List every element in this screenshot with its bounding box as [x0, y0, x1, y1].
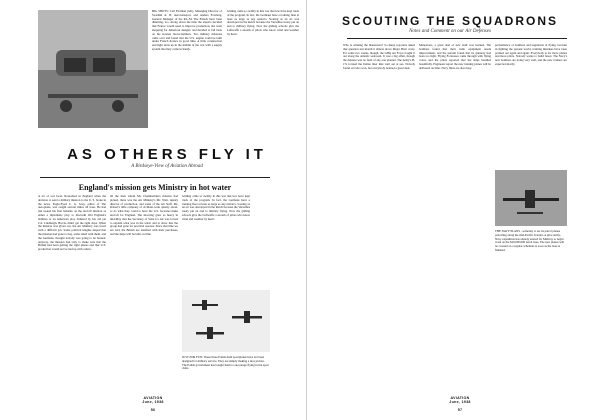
body-column-3: [182, 195, 250, 285]
section-divider: [347, 38, 567, 39]
article-subtitle: A Birdseye-View of Aviation Abroad: [131, 164, 203, 169]
body-text-3: Gliding came so swiftly in this war that few have kept track of the program. In fact, the Germans have a training fleet at least as large as any nation's. Soaring as an art was developed in the Reich because the Versailles treaty put an end to military flying. Now the gliding schools give the Luftwaffe a stream of pilots who know wind and weather by heart.: [182, 195, 250, 221]
right-body-column-1: [343, 44, 415, 394]
body-column-2: [110, 195, 178, 400]
body-text-2: Of the men whom Mr. Chamberlain's mission had picked, there was the Air Ministry's Mr. Weir, deputy director of production, and some of the Air Staff. Mr. Robert's little company of civilians went quietly about, to do what they could to have the U.S. factories make aircraft for England. The shooting grew so heavy in mid-May that the Secretary of State for Air was forced to explain what was in the wind, and to show that the group had gone for practical reasons. Since that time we are told, the British are satisfied with their purchases, and the ships will be built on time.: [110, 195, 178, 236]
left-footer-label: AVIATION June, 1938: [142, 396, 164, 404]
body-text-1: A lot of red faces blossomed in England when the decision to send a military mission to the U. S. broke in the news. Eagle-Eyed C. G. Grey, editor of The Aeroplane, was caught several miles off base. He had just issued his first remarks on the aircraft mission as either a diplomatic ploy to discredit Old England's abilities or an American ploy fathered by his old pal Col. Lindbergh. But he didn't get the right dope. When the mission was given out, the Air Ministry was faced with a difficult job. Some political knights sniped that the mission had gone to beg, some sided with them, and the Germans, thought nobody was going to be burned. Anyway, the mission had only to make sure that the British had been getting the right planes and that U.S. production would not be tied up with orders.: [38, 195, 106, 252]
sportplanes-illustration: [182, 290, 270, 352]
right-body-text-1: Who is winning the maneuvers? So many reporters asked that question last month it almost drove Major Brett crazy. For some two weeks, though, the GHQ Air Force fought it out along the Atlantic seaboard. It was a big affair, though the defense was no fault of any one planner. The Army's B-17s located the Italian liner Rex well out at sea. Nobody found out who won, but everybody learned a great deal.: [343, 44, 415, 70]
right-body-text-2: Maneuvers, a great deal of new stuff was learned. The bombers found that their radio equipment needs improvement, and the pursuit found that its gunnery had been too light. Flying Fortresses came through with flying colors and the pilots reported that the ships handled beautifully. Engineers report the new training planes will be delivered on time. Navy fliers are also busy.: [419, 44, 491, 70]
sportplanes-caption-text: JUST FOR FUN: These three Polish-built sportplanes have not been designed for military service. They are simply making a nice picture. The Polish government has bought them to encourage flying in the sport clubs.: [182, 356, 269, 371]
aircraft-photo-top-left: [38, 10, 148, 128]
article-title: AS OTHERS FLY IT: [67, 146, 267, 163]
section-title: SCOUTING THE SQUADRONS: [341, 14, 558, 28]
big-shots-text: BIG SHOTS: Carl Florman (left), Managing Director of Swedish A. B. Aerotransport, and Anders Forsberg, General Manager of the R.L.M. The French have been dithering, too. Along about the time the experts decided that France would need to improve production, she went shopping for American designs, and decided to fall back on the stoutest motor-builders. Two military missions came over and found that the U.S. engine could be built under French licence in good time. A little construction and light turns up in the middle of the war with a supply system that may come in handy.: [152, 10, 222, 51]
aircraft-illustration: [38, 10, 148, 128]
sportplanes-caption: [182, 356, 270, 400]
article-heading: England's mission gets Ministry in hot water: [78, 183, 232, 192]
right-footer: [420, 392, 500, 416]
left-page-number: 56: [150, 408, 156, 412]
navy-plane-illustration: [495, 170, 567, 226]
right-page: [307, 0, 614, 420]
france-column: [227, 10, 299, 138]
right-footer-label: AVIATION June, 1938: [449, 396, 471, 404]
navy-caption-text: THE NAVY PLANS - someday to set its patrol planes patrolling along the mid-Pacific frontier. A pilot Army-Navy expedition has already started for Midway to begin work on the $20,000,000 naval base. The new planes will be crossed on a regular schedule as soon as the base is finished.: [495, 230, 565, 252]
right-body-column-2: [419, 44, 491, 394]
big-shots-column: [152, 10, 222, 138]
right-page-number: 57: [457, 408, 463, 412]
navy-plane-photo: [495, 170, 567, 226]
sportplanes-photo: [182, 290, 270, 352]
right-body-column-3: [495, 44, 567, 164]
left-footer: [113, 392, 193, 416]
title-divider: [40, 177, 270, 178]
gliding-text: Gliding came so swiftly in this war that few have kept track of the program. In fact, the Germans have a training fleet at least as large as any nation's. Soaring as an art was developed in the Reich because the Versailles treaty put an end to military flying. Now the gliding schools give the Luftwaffe a stream of pilots who know wind and weather by heart.: [227, 10, 299, 36]
right-body-text-3: performance of bombers and regulation of flying, because in fighting the present world, training mistakes have been pointed out again and again. Everybody is for more planes and more pilots. Nobody wants to build fewer. The Navy's new bombers are doing very well, and the new trainers are expected shortly.: [495, 44, 567, 66]
navy-caption: [495, 230, 567, 302]
body-column-1: [38, 195, 106, 400]
section-subtitle: Notes and Comment on our Air Defenses: [409, 29, 491, 34]
